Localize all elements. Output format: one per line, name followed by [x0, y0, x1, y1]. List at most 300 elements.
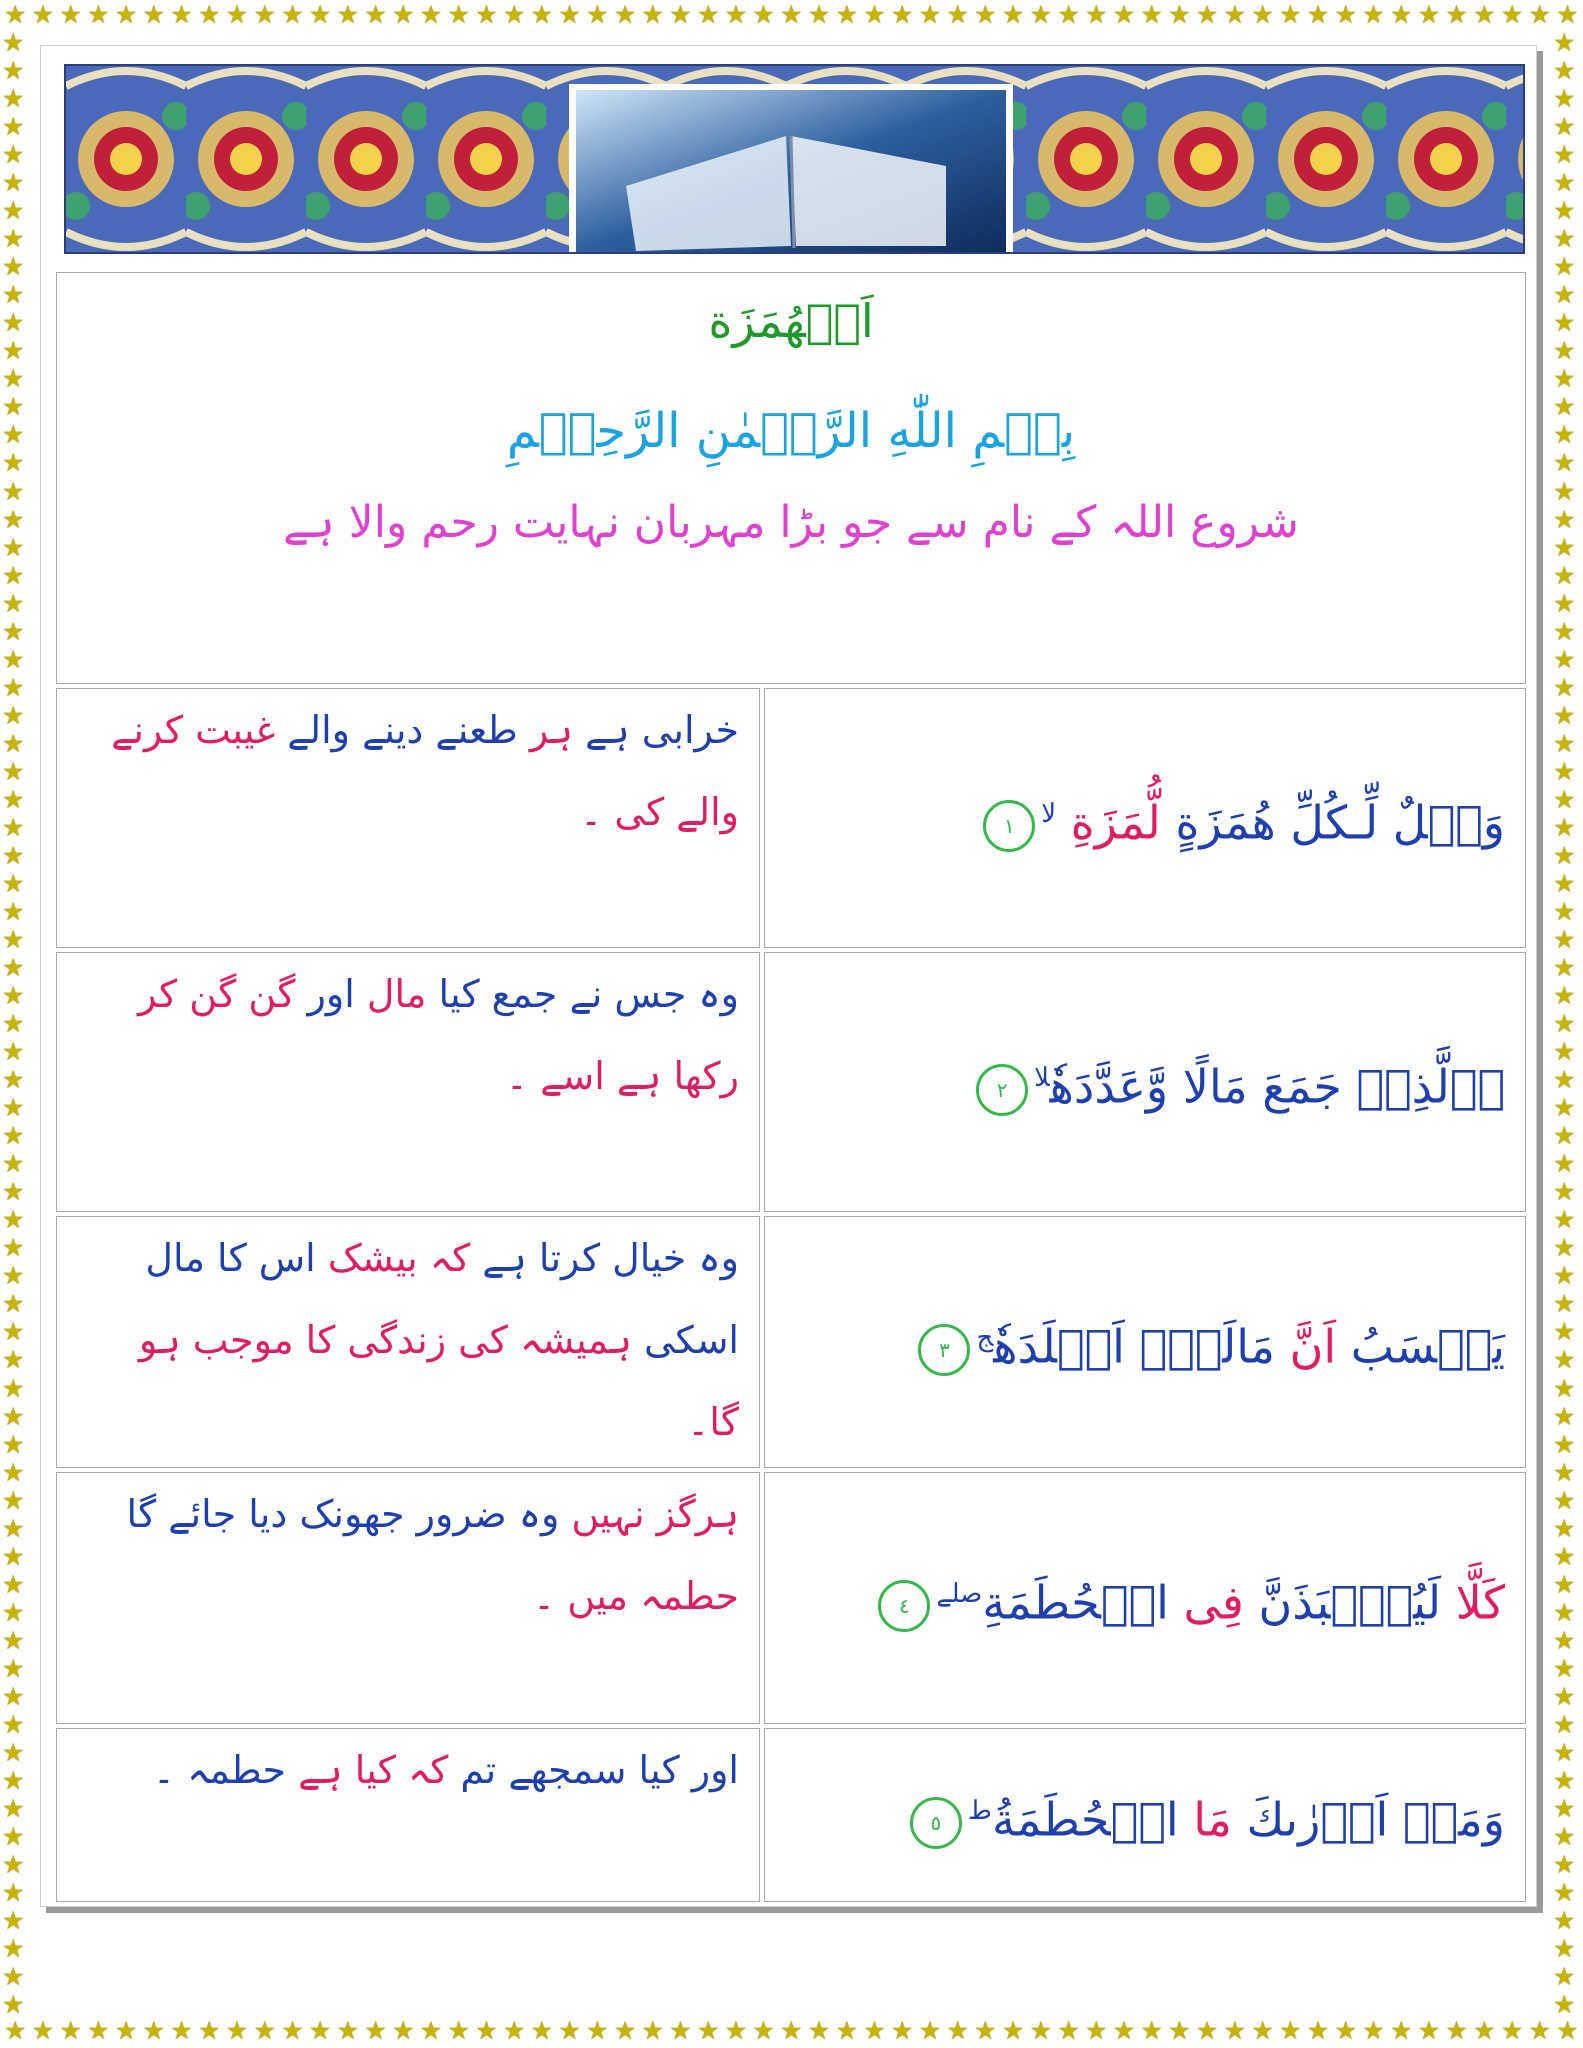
star-icon: ★: [2, 1233, 25, 1263]
star-icon: ★: [558, 2, 581, 28]
star-icon: ★: [1251, 2, 1274, 28]
star-icon: ★: [475, 2018, 498, 2044]
star-icon: ★: [1553, 1709, 1576, 1739]
star-icon: ★: [1553, 1765, 1576, 1795]
arabic-word: فِى: [1168, 1575, 1244, 1630]
waqf-sign: صلے: [936, 1578, 983, 1609]
star-icon: ★: [1057, 2018, 1080, 2044]
star-icon: ★: [2, 1121, 25, 1151]
star-icon: ★: [613, 2018, 637, 2044]
star-icon: ★: [1553, 1429, 1576, 1459]
waqf-sign: لا: [1041, 798, 1057, 829]
star-icon: ★: [2, 812, 25, 842]
ayah-number-icon: ٥: [910, 1797, 962, 1849]
star-icon: ★: [1085, 2, 1108, 28]
star-icon: ★: [2, 448, 25, 478]
star-icon: ★: [2, 672, 25, 702]
star-icon: ★: [1553, 1962, 1576, 1992]
arabic-word: لَيُنۡۢبَذَنَّ: [1243, 1575, 1442, 1630]
star-icon: ★: [1528, 2, 1551, 28]
star-icon: ★: [2, 1962, 25, 1992]
arabic-verse-text: [785, 1048, 1505, 1116]
star-icon: ★: [807, 2018, 831, 2044]
verse-row: [56, 1472, 1526, 1724]
star-icon: ★: [1553, 1990, 1576, 2018]
star-icon: ★: [1553, 224, 1576, 254]
star-icon: ★: [835, 2, 858, 28]
star-icon: ★: [1553, 1906, 1576, 1936]
star-icon: ★: [2, 308, 25, 338]
star-icon: ★: [2, 1485, 25, 1515]
urdu-phrase: غیبت: [183, 708, 276, 752]
header-banner: [64, 64, 1525, 254]
star-icon: ★: [2, 1429, 25, 1459]
arabic-word: مَالَهٗۤ: [1124, 1319, 1275, 1374]
arabic-word: وَمَاۤ: [1388, 1792, 1505, 1847]
star-icon: ★: [2, 728, 25, 758]
star-icon: ★: [835, 2018, 858, 2044]
star-icon: ★: [724, 2, 748, 28]
star-icon: ★: [336, 2, 360, 28]
star-icon: ★: [891, 2, 914, 28]
star-icon: ★: [2, 1765, 25, 1795]
urdu-phrase: ہمیشہ کی زندگی کا موجب ہو گا۔: [138, 1318, 739, 1444]
star-icon: ★: [530, 2, 554, 28]
star-icon: ★: [1553, 1681, 1576, 1711]
star-icon: ★: [2, 1569, 25, 1599]
star-icon: ★: [2, 1625, 25, 1655]
star-icon: ★: [281, 2, 304, 28]
arabic-word: وَيۡلٌ لِّـكُلِّ: [1275, 795, 1505, 850]
star-icon: ★: [2, 476, 25, 506]
star-icon: ★: [2, 224, 25, 254]
star-icon: ★: [1553, 364, 1576, 394]
star-icon: ★: [1279, 2, 1302, 28]
star-icon: ★: [2, 1177, 25, 1207]
arabic-word: مَا: [1178, 1792, 1232, 1847]
star-icon: ★: [2, 981, 25, 1011]
star-icon: ★: [2, 588, 25, 618]
star-icon: ★: [2, 280, 25, 310]
bismillah: بِسۡمِ اللّٰهِ الرَّحۡمٰنِ الرَّحِيۡمِ: [506, 403, 1076, 459]
star-icon: ★: [1553, 644, 1576, 674]
star-icon: ★: [2, 1597, 25, 1627]
star-icon: ★: [1553, 336, 1576, 366]
star-icon: ★: [1085, 2018, 1108, 2044]
star-icon: ★: [502, 2018, 526, 2044]
star-icon: ★: [558, 2018, 581, 2044]
star-icon: ★: [1140, 2, 1163, 28]
star-icon: ★: [1306, 2, 1330, 28]
star-border-left: [2, 30, 30, 2018]
star-icon: ★: [2, 868, 25, 898]
star-icon: ★: [1001, 2, 1025, 28]
star-icon: ★: [1553, 1934, 1576, 1964]
star-icon: ★: [918, 2018, 942, 2044]
urdu-phrase: اس کا مال اسکی: [145, 1236, 739, 1362]
arabic-verse-cell: [764, 688, 1526, 948]
star-icon: ★: [1553, 532, 1576, 562]
arabic-verse-cell: [764, 952, 1526, 1212]
urdu-translation-text: [77, 689, 739, 853]
star-icon: ★: [586, 2018, 609, 2044]
verse-row: [56, 1216, 1526, 1468]
star-icon: ★: [447, 2018, 470, 2044]
star-icon: ★: [669, 2, 692, 28]
star-icon: ★: [2, 1401, 25, 1431]
star-icon: ★: [696, 2018, 720, 2044]
arabic-word: وَّعَدَّدَهٗ: [1049, 1059, 1169, 1114]
star-icon: ★: [1553, 896, 1576, 926]
star-icon: ★: [2, 560, 25, 590]
urdu-phrase: وہ ضرور جھونک دیا جائے گا: [126, 1492, 560, 1536]
star-icon: ★: [946, 2018, 969, 2044]
star-icon: ★: [724, 2018, 748, 2044]
star-icon: ★: [1553, 1009, 1576, 1039]
star-icon: ★: [1556, 2, 1579, 28]
star-icon: ★: [1029, 2018, 1053, 2044]
star-icon: ★: [1553, 1345, 1576, 1375]
star-icon: ★: [308, 2018, 332, 2044]
star-icon: ★: [87, 2018, 110, 2044]
star-icon: ★: [2, 364, 25, 394]
star-icon: ★: [2, 336, 25, 366]
star-icon: ★: [31, 2, 55, 28]
star-icon: ★: [1553, 1317, 1576, 1347]
star-icon: ★: [2, 616, 25, 646]
ayah-number-icon: ٣: [918, 1324, 970, 1376]
star-icon: ★: [170, 2018, 193, 2044]
star-icon: ★: [1553, 140, 1576, 170]
star-icon: ★: [502, 2, 526, 28]
star-icon: ★: [1223, 2, 1247, 28]
star-icon: ★: [2, 1541, 25, 1571]
arabic-word: هُمَزَةٍ: [1160, 795, 1276, 850]
star-icon: ★: [1553, 1205, 1576, 1235]
waqf-sign: ط: [967, 1795, 992, 1826]
star-icon: ★: [2, 925, 25, 954]
star-icon: ★: [1553, 925, 1576, 954]
star-icon: ★: [2, 1289, 25, 1319]
star-icon: ★: [918, 2, 942, 28]
star-icon: ★: [891, 2018, 914, 2044]
urdu-phrase: طعنے دینے والے: [275, 708, 518, 752]
star-icon: ★: [1553, 1373, 1576, 1403]
star-icon: ★: [2, 1009, 25, 1039]
star-icon: ★: [1389, 2018, 1413, 2044]
star-icon: ★: [1553, 30, 1576, 57]
arabic-word: مَالًا: [1168, 1059, 1248, 1114]
star-icon: ★: [59, 2, 82, 28]
arabic-word: الۡحُطَمَةِ: [982, 1575, 1169, 1630]
star-icon: ★: [1553, 868, 1576, 898]
star-icon: ★: [863, 2018, 886, 2044]
star-border-right: [1553, 30, 1581, 2018]
star-icon: ★: [2, 1065, 25, 1095]
star-icon: ★: [1306, 2018, 1330, 2044]
star-icon: ★: [752, 2, 775, 28]
star-icon: ★: [2, 112, 25, 142]
star-icon: ★: [1553, 588, 1576, 618]
star-icon: ★: [2, 84, 25, 114]
star-icon: ★: [1445, 2018, 1468, 2044]
star-border-bottom: [4, 2018, 1579, 2044]
star-icon: ★: [336, 2018, 360, 2044]
waqf-sign: لا: [1034, 1062, 1050, 1093]
star-icon: ★: [114, 2018, 138, 2044]
star-icon: ★: [1553, 784, 1576, 814]
star-border-top: [4, 2, 1579, 28]
star-icon: ★: [4, 2018, 27, 2044]
star-icon: ★: [308, 2, 332, 28]
star-icon: ★: [2, 1653, 25, 1683]
star-icon: ★: [1553, 252, 1576, 282]
star-icon: ★: [281, 2018, 304, 2044]
star-icon: ★: [114, 2, 138, 28]
urdu-phrase: میں ۔: [532, 1574, 629, 1618]
star-icon: ★: [1553, 1737, 1576, 1767]
arabic-word: اَنَّ: [1274, 1319, 1337, 1374]
urdu-translation-text: [77, 1473, 739, 1637]
star-icon: ★: [2, 1205, 25, 1235]
urdu-translation-cell: [56, 1728, 760, 1902]
star-icon: ★: [419, 2, 443, 28]
urdu-translation-text: [77, 953, 739, 1117]
star-icon: ★: [1556, 2018, 1579, 2044]
star-icon: ★: [447, 2, 470, 28]
star-icon: ★: [1362, 2018, 1385, 2044]
star-icon: ★: [1553, 953, 1576, 983]
star-icon: ★: [1553, 448, 1576, 478]
star-icon: ★: [2, 1709, 25, 1739]
urdu-translation-cell: [56, 1472, 760, 1724]
star-icon: ★: [1140, 2018, 1163, 2044]
star-icon: ★: [1553, 196, 1576, 226]
urdu-translation-cell: [56, 952, 760, 1212]
star-icon: ★: [1553, 504, 1576, 534]
urdu-phrase: خرابی ہے: [573, 708, 739, 752]
star-icon: ★: [1553, 1850, 1576, 1880]
arabic-verse-text: [785, 784, 1505, 852]
star-icon: ★: [1553, 168, 1576, 198]
star-icon: ★: [2, 1737, 25, 1767]
urdu-translation-cell: [56, 688, 760, 948]
star-icon: ★: [475, 2, 498, 28]
star-icon: ★: [1528, 2018, 1551, 2044]
star-icon: ★: [1553, 280, 1576, 310]
star-icon: ★: [974, 2, 997, 28]
star-icon: ★: [2, 1990, 25, 2018]
star-icon: ★: [1473, 2, 1496, 28]
star-icon: ★: [1553, 1541, 1576, 1571]
star-icon: ★: [392, 2018, 415, 2044]
star-icon: ★: [1334, 2, 1357, 28]
star-icon: ★: [752, 2018, 775, 2044]
star-icon: ★: [1553, 560, 1576, 590]
star-icon: ★: [1553, 1822, 1576, 1851]
star-icon: ★: [1553, 1569, 1576, 1599]
star-icon: ★: [780, 2018, 803, 2044]
star-icon: ★: [1223, 2018, 1247, 2044]
star-icon: ★: [1553, 1261, 1576, 1291]
star-icon: ★: [1195, 2018, 1219, 2044]
star-icon: ★: [225, 2018, 249, 2044]
star-icon: ★: [1553, 812, 1576, 842]
star-icon: ★: [1445, 2, 1468, 28]
star-icon: ★: [2, 252, 25, 282]
star-icon: ★: [863, 2, 886, 28]
star-icon: ★: [641, 2018, 664, 2044]
star-icon: ★: [1553, 1597, 1576, 1627]
star-icon: ★: [1553, 1289, 1576, 1319]
star-icon: ★: [2, 56, 25, 86]
star-icon: ★: [1553, 1401, 1576, 1431]
star-icon: ★: [1553, 756, 1576, 786]
star-icon: ★: [1553, 1233, 1576, 1263]
star-icon: ★: [2, 168, 25, 198]
star-icon: ★: [1553, 420, 1576, 450]
star-icon: ★: [2, 1878, 25, 1908]
star-icon: ★: [1553, 1177, 1576, 1207]
star-icon: ★: [1168, 2018, 1191, 2044]
urdu-phrase: کیا ہے: [286, 1748, 396, 1792]
arabic-word: يَحۡسَبُ: [1336, 1319, 1505, 1374]
star-icon: ★: [364, 2018, 387, 2044]
arabic-verse-cell: [764, 1472, 1526, 1724]
star-icon: ★: [1553, 1878, 1576, 1908]
star-icon: ★: [530, 2018, 554, 2044]
ornament-pattern: [66, 66, 1523, 252]
urdu-phrase: ہر: [517, 708, 574, 752]
star-icon: ★: [2, 30, 25, 57]
star-icon: ★: [1553, 1513, 1576, 1543]
urdu-phrase: وہ خیال کرتا ہے: [470, 1236, 739, 1280]
star-icon: ★: [31, 2018, 55, 2044]
star-icon: ★: [2, 140, 25, 170]
star-icon: ★: [1553, 1093, 1576, 1123]
star-icon: ★: [1553, 1457, 1576, 1487]
urdu-phrase: گن گن کر رکھا: [138, 972, 739, 1098]
star-icon: ★: [2, 784, 25, 814]
star-icon: ★: [2, 1261, 25, 1291]
ayah-number-icon: ١: [983, 800, 1035, 852]
star-icon: ★: [1553, 1485, 1576, 1515]
star-icon: ★: [1553, 981, 1576, 1011]
star-icon: ★: [2, 953, 25, 983]
star-icon: ★: [2, 1793, 25, 1823]
star-icon: ★: [1112, 2018, 1136, 2044]
star-icon: ★: [87, 2, 110, 28]
urdu-phrase: ہرگز نہیں: [559, 1492, 739, 1536]
star-icon: ★: [4, 2, 27, 28]
arabic-word: جَمَعَ: [1247, 1059, 1342, 1114]
star-icon: ★: [1553, 728, 1576, 758]
ayah-number-icon: ٢: [976, 1064, 1028, 1116]
urdu-phrase: کہ بیشک: [315, 1236, 471, 1280]
star-icon: ★: [586, 2, 609, 28]
star-icon: ★: [1417, 2, 1441, 28]
star-icon: ★: [2, 1934, 25, 1964]
star-icon: ★: [1251, 2018, 1274, 2044]
star-icon: ★: [1553, 1653, 1576, 1683]
star-icon: ★: [807, 2, 831, 28]
urdu-phrase: حطمہ: [628, 1574, 739, 1618]
star-icon: ★: [1553, 616, 1576, 646]
urdu-phrase: وہ جس نے جمع کیا: [426, 972, 739, 1016]
star-icon: ★: [253, 2, 276, 28]
arabic-word: الۡحُطَمَةُ: [991, 1792, 1179, 1847]
waqf-sign: ج: [976, 1322, 994, 1353]
star-icon: ★: [1334, 2018, 1357, 2044]
star-icon: ★: [613, 2, 637, 28]
star-icon: ★: [364, 2, 387, 28]
bismillah-translation: شروع اللہ کے نام سے جو بڑا مہربان نہایت رحم والا ہے: [283, 497, 1299, 548]
star-icon: ★: [1417, 2018, 1441, 2044]
arabic-verse-cell: [764, 1216, 1526, 1468]
star-icon: ★: [2, 700, 25, 730]
star-icon: ★: [1500, 2018, 1524, 2044]
urdu-translation-text: [77, 1729, 739, 1811]
star-icon: ★: [1553, 1121, 1576, 1151]
urdu-phrase: کہ: [395, 1748, 449, 1792]
star-icon: ★: [2, 756, 25, 786]
arabic-verse-text: [785, 1781, 1505, 1849]
star-icon: ★: [170, 2, 193, 28]
star-icon: ★: [1057, 2, 1080, 28]
star-icon: ★: [1553, 84, 1576, 114]
urdu-translation-cell: [56, 1216, 760, 1468]
star-icon: ★: [2, 532, 25, 562]
verse-row: [56, 1728, 1526, 1902]
arabic-word: اۨلَّذِىۡ: [1341, 1059, 1505, 1114]
star-icon: ★: [641, 2, 664, 28]
star-icon: ★: [59, 2018, 82, 2044]
star-icon: ★: [1553, 392, 1576, 422]
star-icon: ★: [669, 2018, 692, 2044]
urdu-phrase: حطمہ ۔: [152, 1748, 287, 1792]
star-icon: ★: [198, 2, 221, 28]
star-icon: ★: [1553, 476, 1576, 506]
star-icon: ★: [2, 1850, 25, 1880]
star-icon: ★: [2, 1822, 25, 1851]
star-icon: ★: [198, 2018, 221, 2044]
urdu-translation-text: [77, 1217, 739, 1463]
star-icon: ★: [1553, 1625, 1576, 1655]
star-icon: ★: [1279, 2018, 1302, 2044]
star-icon: ★: [696, 2, 720, 28]
star-icon: ★: [974, 2018, 997, 2044]
star-icon: ★: [2, 1513, 25, 1543]
ayah-number-icon: ٤: [878, 1580, 930, 1632]
surah-header-cell: [56, 272, 1526, 684]
star-icon: ★: [142, 2, 166, 28]
star-icon: ★: [2, 1037, 25, 1067]
star-icon: ★: [2, 1457, 25, 1487]
urdu-phrase: اور کیا سمجھے تم: [448, 1748, 739, 1792]
star-icon: ★: [1362, 2, 1385, 28]
star-icon: ★: [1553, 1793, 1576, 1823]
star-icon: ★: [1553, 700, 1576, 730]
star-icon: ★: [419, 2018, 443, 2044]
urdu-phrase: کرنے والے کی ۔: [111, 708, 739, 834]
star-icon: ★: [1553, 1037, 1576, 1067]
star-icon: ★: [1553, 1149, 1576, 1179]
star-icon: ★: [2, 840, 25, 870]
star-icon: ★: [2, 1093, 25, 1123]
star-icon: ★: [780, 2, 803, 28]
star-icon: ★: [1389, 2, 1413, 28]
star-icon: ★: [2, 1317, 25, 1347]
